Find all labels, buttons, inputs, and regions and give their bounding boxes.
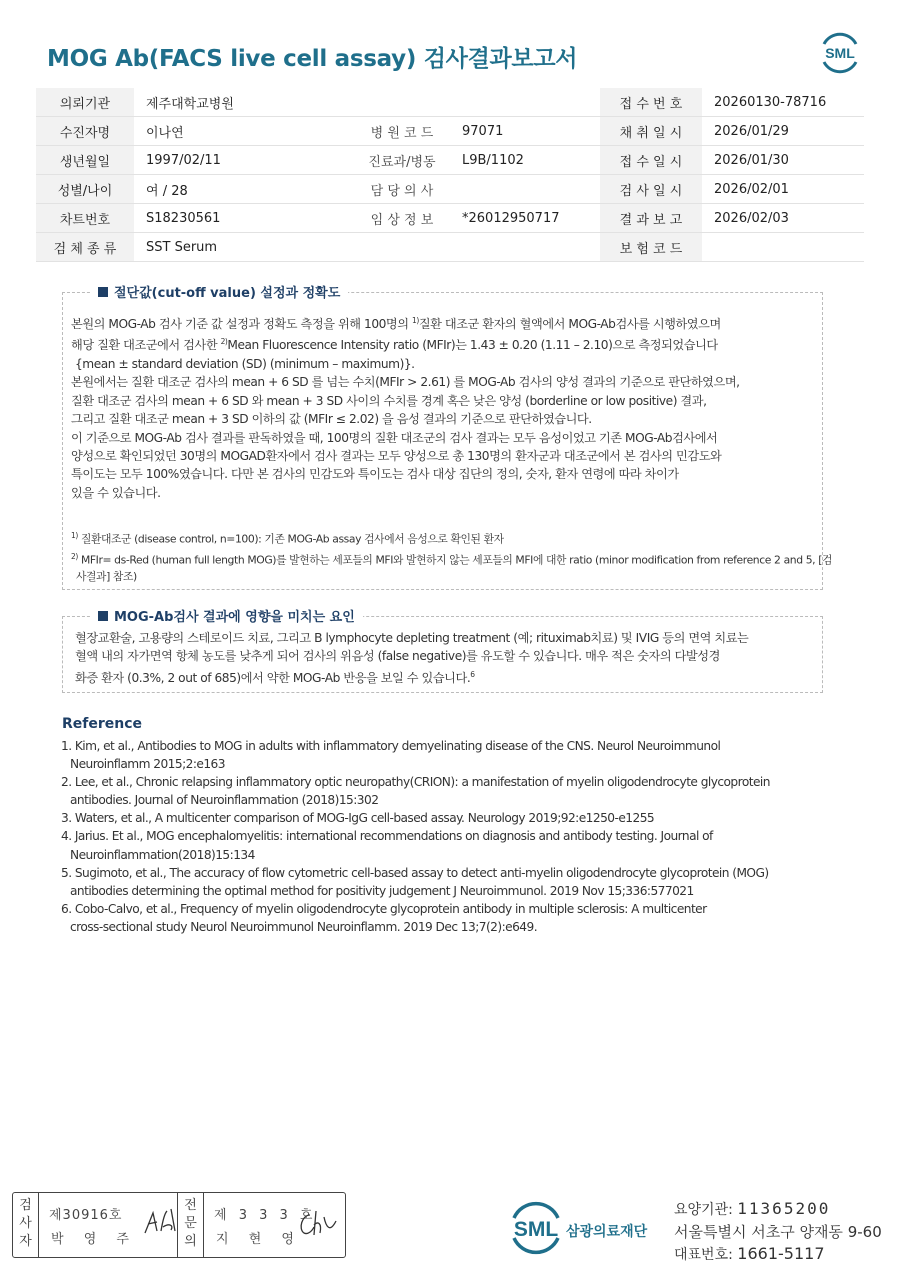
reference-item: Neuroinflamm 2015;2:e163: [70, 757, 225, 772]
sex-age-value: 여 / 28: [134, 175, 354, 204]
report-date-label: 결 과 보 고: [600, 204, 702, 233]
text-line: 있을 수 있습니다.: [71, 485, 161, 500]
factors-section-heading: [90, 606, 363, 625]
receipt-no-value: 20260130-78716: [702, 88, 864, 117]
text-line: 양성으로 확인되었던 30명의 MOGAD환자에서 검사 결과는 모두 양성으로 총 130명의 환자군과 대조군에서 본 검사의 민감도와: [71, 448, 722, 463]
institution-number: 요양기관: 11365200: [674, 1199, 831, 1218]
clinical-label: 임 상 정 보: [354, 204, 450, 233]
collect-date-label: 채 취 일 시: [600, 117, 702, 146]
cutoff-section-heading: [90, 282, 348, 301]
doctor-value: [450, 175, 600, 204]
examiner-label: 검 사 자: [19, 1198, 32, 1249]
text-line: 본원에서는 질환 대조군 검사의 mean + 6 SD 를 넘는 수치(MFIr > 2.61) 를 MOG-Ab 검사의 양성 결과의 기준으로 판단하였으며,: [71, 375, 740, 390]
hospital-label: 의뢰기관: [36, 88, 134, 117]
footnote-marker: 2): [71, 551, 78, 561]
footer-logo-text: SML: [513, 1218, 559, 1241]
square-bullet-icon: [98, 611, 108, 621]
square-bullet-icon: [98, 287, 108, 297]
foundation-logo: [510, 1196, 660, 1256]
footnote-ref: 2): [220, 337, 228, 347]
text-line: 특이도는 모두 100%였습니다. 다만 본 검사의 민감도와 특이도는 검사 대상 집단의 정의, 숫자, 환자 연령에 따라 차이가: [71, 467, 679, 482]
examiner-name: 박 영 주: [51, 1232, 137, 1247]
text-line: 질환 대조군 환자의 혈액에서 MOG-Ab검사를 시행하였으며: [418, 317, 721, 332]
insurance-value: [702, 233, 864, 262]
test-date-label: 검 사 일 시: [600, 175, 702, 204]
reference-item: 2. Lee, et al., Chronic relapsing inflammatory optic neuropathy(CRION): a manifestation of myelin oligodendrocyte glycoprotein: [61, 775, 770, 790]
test-date-value: 2026/02/01: [702, 175, 864, 204]
reference-item: 4. Jarius. Et al., MOG encephalomyelitis: international recommendations on diagnosis and antibody testing. Journal of: [61, 829, 713, 844]
specimen-label: 검 체 종 류: [36, 233, 134, 262]
address: 서울특별시 서초구 양재동 9-60: [674, 1223, 882, 1241]
text-line: 해당 질환 대조군에서 검사한: [71, 338, 221, 353]
foundation-name: 삼광의료재단: [566, 1224, 648, 1240]
examiner-signature: [141, 1205, 179, 1239]
phone-number: 대표번호: 1661-5117: [674, 1244, 825, 1263]
text-line: 이 기준으로 MOG-Ab 검사 결과를 판독하였을 때, 100명의 질환 대조군의 검사 결과는 모두 음성이었고 기존 MOG-Ab검사에서: [71, 430, 718, 445]
reference-item: 5. Sugimoto, et al., The accuracy of flow cytometric cell-based assay to detect anti-myelin oligodendrocyte glycoprotein (MOG): [61, 865, 769, 880]
cutoff-heading-text: 절단값(cut-off value) 설정과 정확도: [114, 286, 341, 301]
logo-text: SML: [825, 45, 855, 61]
text-line: {mean ± standard deviation (SD) (minimum – maximum)}.: [75, 356, 415, 371]
specialist-label: 전 문 의: [184, 1198, 197, 1249]
footnote-marker: 1): [71, 531, 78, 540]
report-date-value: 2026/02/03: [702, 204, 864, 233]
chart-value: S18230561: [134, 204, 354, 233]
text-line: 혈액 내의 자가면역 항체 농도를 낮추게 되어 검사의 위음성 (false negative)를 유도할 수 있습니다. 매우 적은 숫자의 다발성경: [75, 649, 720, 664]
dob-label: 생년월일: [36, 146, 134, 175]
footnote-ref: 1): [412, 316, 419, 325]
reference-item: Neuroinflammation(2018)15:134: [70, 847, 255, 862]
reference-list: [61, 737, 770, 936]
clinical-value: *26012950717: [450, 204, 600, 233]
patient-label: 수진자명: [36, 117, 134, 146]
signature-box: [12, 1192, 346, 1258]
text-line: 화증 환자 (0.3%, 2 out of 685)에서 약한 MOG-Ab 반응을 보일 수 있습니다.: [75, 670, 471, 685]
factors-heading-text: MOG-Ab검사 결과에 영향을 미치는 요인: [114, 610, 355, 625]
factors-paragraph: [75, 629, 748, 687]
dept-label: 진료과/병동: [354, 146, 450, 175]
reference-title: Reference: [62, 716, 143, 732]
reference-marker: 6: [470, 669, 475, 679]
examiner-license-no: 제30916호: [49, 1208, 123, 1223]
doctor-label: 담 당 의 사: [354, 175, 450, 204]
text-line: 질환 대조군 검사의 mean + 6 SD 와 mean + 3 SD 사이의 수치를 경계 혹은 낮은 양성 (borderline or low positive) 결과,: [71, 393, 707, 408]
footnote-text: MFIr= ds-Red (human full length MOG)를 발현하는 세포들의 MFI와 발현하지 않는 세포들의 MFI에 대한 ratio (minor modification from reference 2 and 5, [검: [77, 553, 833, 567]
reference-item: 6. Cobo-Calvo, et al., Frequency of myelin oligodendrocyte glycoprotein antibody in multiple sclerosis: A multicenter: [61, 901, 707, 916]
cutoff-paragraph: [71, 312, 740, 502]
text-line: 혈장교환술, 고용량의 스테로이드 치료, 그리고 B lymphocyte depleting treatment (예; rituximab치료) 및 IVIG 등의 면역 치료는: [75, 631, 749, 645]
specialist-license-no: 제 3 3 3 호: [214, 1208, 317, 1223]
hospital-value: 제주대학교병원: [134, 88, 354, 117]
reference-item: antibodies determining the optimal method for positivity judgement J Neuroimmunol. 2019 Nov 15;336:577021: [70, 883, 694, 898]
chart-label: 차트번호: [36, 204, 134, 233]
patient-value: 이나연: [134, 117, 354, 146]
cutoff-footnotes: [71, 527, 832, 585]
hospital-code-label: 병 원 코 드: [354, 117, 450, 146]
collect-date-value: 2026/01/29: [702, 117, 864, 146]
dob-value: 1997/02/11: [134, 146, 354, 175]
reference-item: cross-sectional study Neurol Neuroimmunol Neuroinflamm. 2019 Dec 13;7(2):e649.: [70, 919, 538, 934]
footnote-text: 질환대조군 (disease control, n=100): 기존 MOG-Ab assay 검사에서 음성으로 확인된 환자: [77, 532, 504, 546]
specimen-value: SST Serum: [134, 233, 354, 262]
reference-item: antibodies. Journal of Neuroinflammation (2018)15:302: [70, 793, 379, 808]
footnote-text: 사결과] 참조): [76, 570, 137, 584]
dept-value: L9B/1102: [450, 146, 600, 175]
hospital-code-value: 97071: [450, 117, 600, 146]
text-line: Mean Fluorescence Intensity ratio (MFIr)는 1.43 ± 0.20 (1.11 – 2.10)으로 측정되었습니다: [227, 338, 718, 353]
receipt-date-label: 접 수 일 시: [600, 146, 702, 175]
receipt-date-value: 2026/01/30: [702, 146, 864, 175]
reference-item: 1. Kim, et al., Antibodies to MOG in adults with inflammatory demyelinating disease of the CNS. Neurol Neuroimmunol: [61, 739, 721, 753]
sml-logo: [818, 30, 862, 76]
specialist-name: 지 현 영: [216, 1232, 302, 1247]
text-line: 본원의 MOG-Ab 검사 기준 값 설정과 정확도 측정을 위해 100명의: [71, 317, 412, 332]
insurance-label: 보 험 코 드: [600, 233, 702, 262]
receipt-no-label: 접 수 번 호: [600, 88, 702, 117]
text-line: 그리고 질환 대조군 mean + 3 SD 이하의 값 (MFIr ≤ 2.02) 을 음성 결과의 기준으로 판단하였습니다.: [71, 412, 592, 427]
report-title: MOG Ab(FACS live cell assay) 검사결과보고서: [47, 46, 578, 72]
specialist-signature: [296, 1207, 340, 1241]
patient-info-table: [36, 88, 864, 262]
sex-age-label: 성별/나이: [36, 175, 134, 204]
reference-item: 3. Waters, et al., A multicenter comparison of MOG-IgG cell-based assay. Neurology 2019;92:e1250-e1255: [61, 811, 655, 826]
